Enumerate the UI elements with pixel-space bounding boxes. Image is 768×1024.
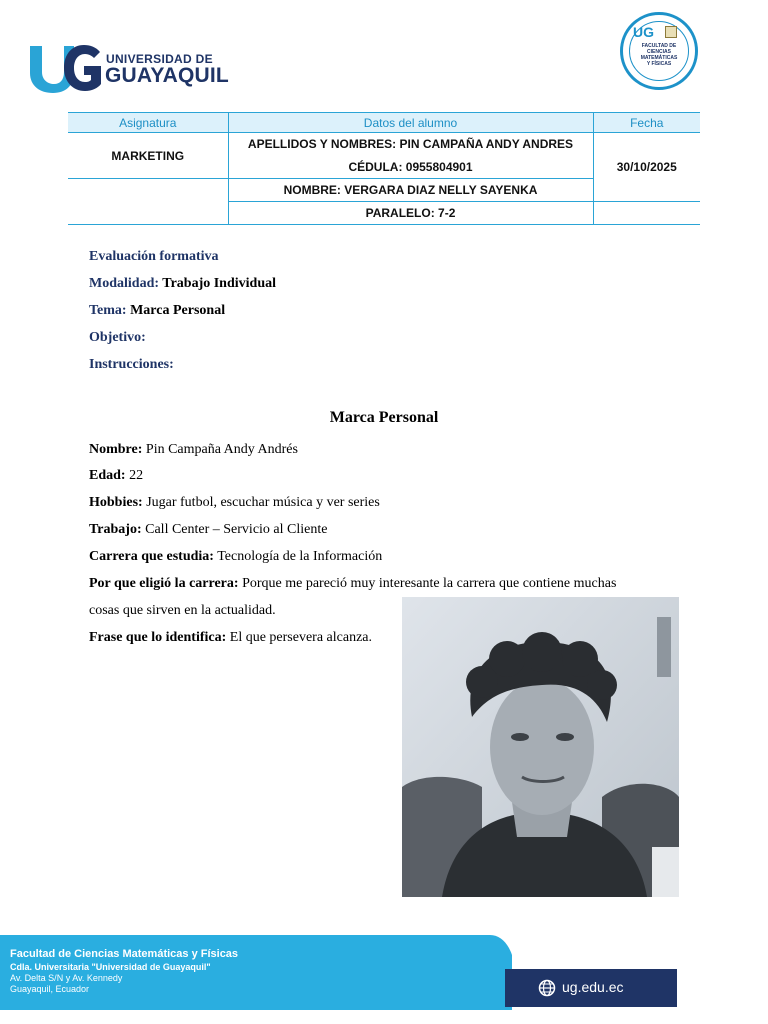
modalidad-label: Modalidad: (89, 276, 160, 291)
frase-value: El que persevera alcanza. (229, 630, 373, 645)
subject-cell-filler (68, 179, 228, 225)
edad-line (89, 466, 143, 486)
website-link[interactable]: ug.edu.ec (562, 979, 624, 995)
hobbies-line (89, 493, 380, 513)
university-logo (28, 42, 228, 94)
nombre-line (89, 440, 298, 460)
date-cell-filler (593, 202, 700, 225)
porque-value-line2: cosas que sirven en la actualidad. (89, 603, 276, 618)
modalidad-value: Trabajo Individual (162, 276, 276, 291)
university-name-line2: GUAYAQUIL (105, 64, 229, 87)
tema-value: Marca Personal (130, 303, 226, 318)
university-name-line1: UNIVERSIDAD DE (106, 52, 213, 66)
ug-logo-mark (28, 42, 102, 94)
evaluation-type-label: Evaluación formativa (89, 249, 219, 264)
table-header-row (68, 113, 700, 133)
porque-line-continued (89, 601, 276, 621)
trabajo-label: Trabajo: (89, 522, 142, 537)
section-title: Marca Personal (329, 409, 439, 426)
frase-label: Frase que lo identifica: (89, 630, 227, 645)
carrera-label: Carrera que estudia: (89, 549, 214, 564)
paralelo-cell: PARALELO: 7-2 (228, 202, 593, 225)
portrait-image (402, 597, 679, 897)
header-asignatura: Asignatura (68, 113, 228, 133)
header-datos-alumno: Datos del alumno (228, 113, 593, 133)
student-photo (402, 597, 679, 897)
objetivo-label: Objetivo: (89, 330, 146, 345)
table-row (68, 133, 700, 156)
carrera-line (89, 547, 382, 567)
instrucciones-label: Instrucciones: (89, 357, 174, 372)
footer-address-2: Av. Delta S/N y Av. Kennedy (10, 973, 123, 983)
porque-value-line1: Porque me pareció muy interesante la carrera que contiene muchas (242, 576, 617, 591)
page-footer (0, 935, 768, 1010)
carrera-value: Tecnología de la Información (217, 549, 383, 564)
faculty-seal (620, 12, 698, 90)
teacher-name-cell: NOMBRE: VERGARA DIAZ NELLY SAYENKA (228, 179, 593, 202)
edad-label: Edad: (89, 468, 126, 483)
modalidad-line (89, 276, 276, 292)
seal-ug-mark: UG (633, 24, 654, 40)
evaluation-type (89, 249, 219, 265)
nombre-label: Nombre: (89, 442, 143, 457)
hobbies-label: Hobbies: (89, 495, 143, 510)
date-cell: 30/10/2025 (593, 133, 700, 202)
hobbies-value: Jugar futbol, escuchar música y ver series (146, 495, 380, 510)
trabajo-line (89, 520, 327, 540)
objetivo-line (89, 330, 146, 346)
footer-faculty: Facultad de Ciencias Matemáticas y Físicas (10, 948, 239, 960)
student-id-cell: CÉDULA: 0955804901 (228, 156, 593, 179)
tema-label: Tema: (89, 303, 127, 318)
subject-cell: MARKETING (68, 133, 228, 179)
tema-line (89, 303, 225, 319)
edad-value: 22 (129, 468, 144, 483)
globe-icon (538, 979, 556, 997)
seal-emblem-icon (665, 26, 677, 38)
trabajo-value: Call Center – Servicio al Cliente (145, 522, 328, 537)
frase-line (89, 628, 372, 648)
nombre-value: Pin Campaña Andy Andrés (145, 442, 298, 457)
seal-text: FACULTAD DE CIENCIAS MATEMÁTICAS Y FÍSICAS (640, 43, 678, 67)
footer-address-1: Cdla. Universitaria "Universidad de Guayaquil" (10, 962, 211, 972)
instrucciones-line (89, 357, 174, 373)
student-info-table (68, 112, 700, 225)
porque-label: Por que eligió la carrera: (89, 576, 239, 591)
footer-address-3: Guayaquil, Ecuador (10, 984, 90, 994)
porque-line (89, 574, 616, 594)
student-name-cell: APELLIDOS Y NOMBRES: PIN CAMPAÑA ANDY ANDRES (228, 133, 593, 156)
header-fecha: Fecha (593, 113, 700, 133)
